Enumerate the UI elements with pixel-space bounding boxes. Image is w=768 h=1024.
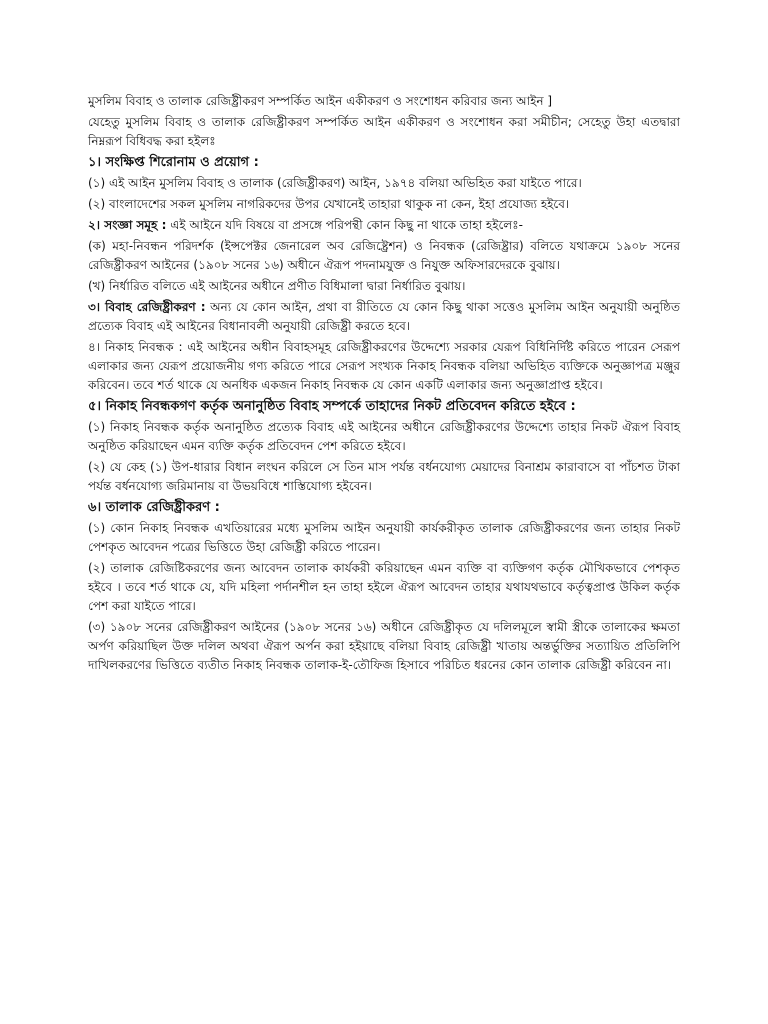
section-3-heading: ৩। বিবাহ রেজিষ্ট্রীকরণ :	[88, 300, 206, 314]
section-1-heading: ১। সংক্ষিপ্ত শিরোনাম ও প্রয়োগ :	[88, 155, 259, 170]
section-2-heading: ২। সংজ্ঞা সমূহ :	[88, 218, 167, 232]
section-5-clause-1: (১) নিকাহ নিবন্ধক কর্তৃক অনানুষ্ঠিত প্রত্যেক বিবাহ এই আইনের অধীনে রেজিষ্ট্রীকরণের উদ্দেশ্যে তাহার নিকট ঐরূপ বিবাহ অনুষ্ঠিত করিয়াছেন এমন ব্যক্তি কর্তৃক প্রতিবেদন পেশ করিতে হইবে।	[88, 420, 680, 453]
section-2-clause-kha: (খ) নির্ধারিত বলিতে এই আইনের অধীনে প্রণীত বিধিমালা দ্বারা নির্ধারিত বুঝায়।	[88, 279, 466, 293]
section-2-intro	[88, 216, 680, 235]
section-5-clause-2: (২) যে কেহ (১) উপ-ধারার বিধান লংঘন করিলে সে তিন মাস পর্যন্ত বর্ধনযোগ্য মেয়াদের বিনাশ্রম কারাবাসে বা পাঁচশত টাকা পর্যন্ত বর্ধনযোগ্য জরিমানায় বা উভয়বিধে শাস্তিযোগ্য হইবেন।	[88, 460, 680, 493]
section-6-clause-2: (২) তালাক রেজিষ্টিকরণের জন্য আবেদন তালাক কার্যকরী করিয়াছেন এমন ব্যক্তি বা ব্যক্তিগণ কর্তৃক মৌখিকভাবে পেশকৃত হইবে । তবে শর্ত থাকে যে, যদি মহিলা পর্দানশীল হন তাহা হইলে ঐরূপ আবেদন তাহার যথাযথভাবে কর্তৃত্বপ্রাপ্ত উকিল কর্তৃক পেশ করা যাইতে পারে।	[88, 561, 680, 613]
document-title-line: মুসলিম বিবাহ ও তালাক রেজিষ্ট্রীকরণ সম্পর্কিত আইন একীকরণ ও সংশোধন করিবার জন্য আইন ]	[88, 94, 553, 108]
document-page	[88, 92, 680, 677]
section-4: ৪। নিকাহ নিবন্ধক : এই আইনের অধীন বিবাহসমূহ রেজিষ্ট্রীকরণের উদ্দেশ্যে সরকার যেরূপ বিধিনির্দিষ্ট করিতে পারেন সেরূপ এলাকার জন্য যেরূপ প্রয়োজনীয় গণ্য করিতে পারে সেরূপ সংখ্যক নিকাহ নিবন্ধক বলিয়া অভিহিত ব্যক্তিকে অনুজ্ঞাপত্র মঞ্জুর করিবেন। তবে শর্ত থাকে যে অনধিক একজন নিকাহ নিবন্ধক যে কোন একটি এলাকার জন্য অনুজ্ঞাপ্রাপ্ত হইবে।	[88, 340, 680, 392]
section-6-clause-3: (৩) ১৯০৮ সনের রেজিষ্ট্রীকরণ আইনের (১৯০৮ সনের ১৬) অধীনে রেজিষ্ট্রীকৃত যে দলিলমূলে স্বামী স্ত্রীকে তালাকের ক্ষমতা অর্পণ করিয়াছিল উক্ত দলিল অথবা ঐরূপ অর্পন করা হইয়াছে বলিয়া বিবাহ রেজিষ্ট্রী খাতায় অন্তর্ভুক্তির সত্যায়িত প্রতিলিপি দাখিলকরণের ভিত্তিতে ব্যতীত নিকাহ নিবন্ধক তালাক-ই-তৌফিজ হিসাবে পরিচিত ধরনের কোন তালাক রেজিষ্ট্রী করিবেন না।	[88, 620, 680, 672]
section-6-clause-1: (১) কোন নিকাহ নিবন্ধক এখতিয়ারের মধ্যে মুসলিম আইন অনুযায়ী কার্যকরীকৃত তালাক রেজিষ্ট্রীকরণের জন্য তাহার নিকট পেশকৃত আবেদন পত্রের ভিত্তিতে উহা রেজিষ্ট্রী করিতে পারেন।	[88, 521, 680, 554]
section-2-intro-text: এই আইনে যদি বিষয়ে বা প্রসঙ্গে পরিপন্থী কোন কিছু না থাকে তাহা হইলেঃ-	[166, 218, 523, 232]
section-3	[88, 298, 680, 336]
section-1-clause-1: (১) এই আইন মুসলিম বিবাহ ও তালাক (রেজিষ্ট্রীকরণ) আইন, ১৯৭৪ বলিয়া অভিহিত করা যাইতে পারে।	[88, 176, 582, 190]
section-2-clause-ka: (ক) মহা-নিবন্ধন পরিদর্শক (ইন্সপেক্টর জেনারেল অব রেজিষ্ট্রেশন) ও নিবন্ধক (রেজিষ্ট্রার) বলিতে যথাক্রমে ১৯০৮ সনের রেজিষ্ট্রীকরণ আইনের (১৯০৮ সনের ১৬) অধীনে ঐরূপ পদনামযুক্ত ও নিযুক্ত অফিসারদেরকে বুঝায়।	[88, 239, 680, 272]
section-5-heading: ৫। নিকাহ নিবন্ধকগণ কর্তৃক অনানুষ্ঠিত বিবাহ সম্পর্কে তাহাদের নিকট প্রতিবেদন করিতে হইবে :	[88, 399, 576, 414]
section-1-clause-2: (২) বাংলাদেশের সকল মুসলিম নাগরিকদের উপর যেখানেই তাহারা থাকুক না কেন, ইহা প্রযোজ্য হইবে।	[88, 197, 570, 211]
section-3-text: অন্য যে কোন আইন, প্রথা বা রীতিতে যে কোন কিছু থাকা সত্তেও মুসলিম আইন অনুযায়ী অনুষ্ঠিত প্রত্যেক বিবাহ এই আইনের বিধানাবলী অনুযায়ী রেজিষ্ট্রী করতে হবে।	[88, 300, 680, 333]
section-6-heading: ৬। তালাক রেজিষ্ট্রীকরণ :	[88, 500, 220, 515]
preamble: যেহেতু মুসলিম বিবাহ ও তালাক রেজিষ্ট্রীকরণ সম্পর্কিত আইন একীকরণ ও সংশোধন করা সমীচীন; সেহেতু উহা এতদ্বারা নিম্নরূপ বিধিবদ্ধ করা হইলঃ	[88, 115, 680, 148]
